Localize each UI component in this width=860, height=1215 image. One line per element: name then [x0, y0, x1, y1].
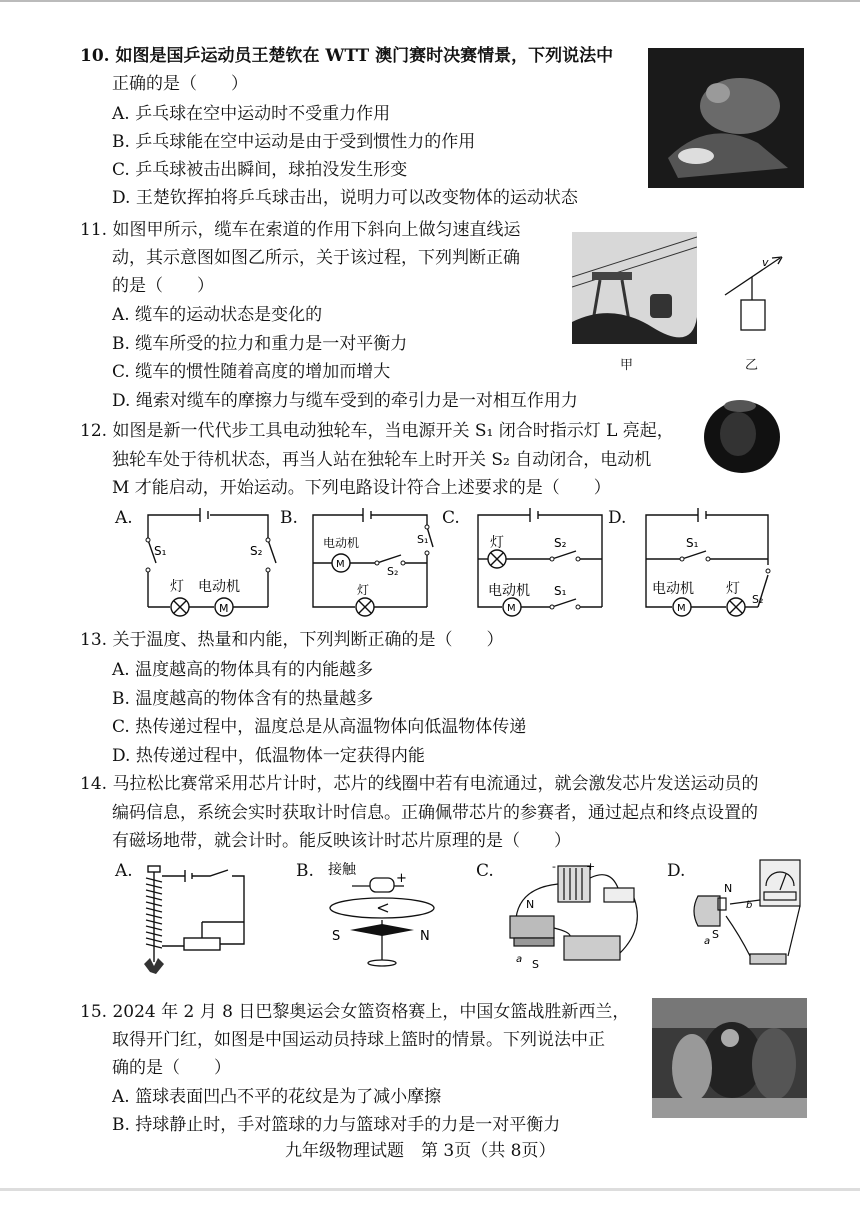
table-tennis-photo	[648, 48, 804, 188]
q14-label-c: C.	[476, 861, 494, 881]
table-tennis-photo-art	[648, 48, 804, 188]
svg-text:电动机: 电动机	[652, 581, 694, 597]
current-compass-figure	[322, 860, 442, 975]
q13-option-d: D. 热传递过程中，低温物体一定获得内能	[112, 746, 425, 766]
motor-circuit-figure	[500, 858, 645, 976]
q10-stem-line1: 10. 如图是国乒运动员王楚钦在 WTT 澳门赛时决赛情景，下列说法中	[80, 46, 614, 66]
svg-text:S₂: S₂	[554, 536, 567, 550]
svg-text:a: a	[704, 936, 711, 947]
svg-text:+: +	[396, 871, 407, 886]
q10-option-b: B. 乒乓球能在空中运动是由于受到惯性力的作用	[112, 132, 476, 152]
q12-stem-line1: 12. 如图是新一代代步工具电动独轮车，当电源开关 S₁ 闭合时指示灯 L 亮起，	[80, 421, 674, 441]
q11-option-d: D. 绳索对缆车的摩擦力与缆车受到的牵引力是一对相互作用力	[112, 391, 578, 411]
svg-text:电动机: 电动机	[198, 579, 240, 595]
svg-text:S₁: S₁	[686, 536, 699, 550]
q11-stem-line3: 的是（ ）	[112, 276, 214, 296]
galvanometer-figure	[690, 856, 810, 978]
q15-stem-line1: 15. 2024 年 2 月 8 日巴黎奥运会女篮资格赛上，中国女篮战胜新西兰，	[80, 1002, 630, 1022]
page-footer: 九年级物理试题 第 3页（共 8页）	[285, 1141, 556, 1161]
svg-text:S₁: S₁	[417, 533, 429, 546]
q10-option-c: C. 乒乓球被击出瞬间，球拍没发生形变	[112, 160, 408, 180]
q14-label-b: B.	[296, 861, 314, 881]
svg-text:灯: 灯	[357, 583, 370, 597]
q15-stem-line2: 取得开门红，如图是中国运动员持球上篮时的情景。下列说法中正	[112, 1030, 605, 1050]
circuit-b	[305, 505, 440, 617]
unicycle-art	[700, 392, 782, 476]
q13-option-a: A. 温度越高的物体具有的内能越多	[112, 660, 374, 680]
q14-label-d: D.	[667, 861, 686, 881]
svg-text:N: N	[420, 929, 430, 944]
svg-text:M: M	[677, 603, 686, 614]
q12-label-a: A.	[115, 508, 133, 528]
top-rule	[0, 0, 860, 2]
cable-car-photo	[572, 232, 697, 344]
circuit-c	[470, 505, 610, 617]
cable-car-photo-art	[572, 232, 697, 344]
q12-stem-line2: 独轮车处于待机状态，再当人站在独轮车上时开关 S₂ 自动闭合，电动机	[112, 450, 652, 470]
svg-text:N: N	[724, 882, 733, 895]
basketball-photo	[652, 998, 807, 1118]
unicycle-photo	[700, 392, 782, 476]
circuit-a	[140, 505, 280, 617]
q10-stem-line2: 正确的是（ ）	[112, 74, 248, 94]
svg-text:S₂: S₂	[752, 593, 764, 606]
svg-text:电动机: 电动机	[488, 583, 530, 599]
q12-label-d: D.	[608, 508, 627, 528]
electromagnet-figure	[140, 862, 250, 982]
svg-text:M: M	[219, 602, 229, 615]
q14-label-a: A.	[115, 861, 133, 881]
svg-text:灯: 灯	[726, 581, 740, 597]
svg-text:灯: 灯	[490, 535, 504, 551]
q13-option-c: C. 热传递过程中，温度总是从高温物体向低温物体传递	[112, 717, 527, 737]
cable-car-diagram	[720, 250, 790, 345]
q11-option-b: B. 缆车所受的拉力和重力是一对平衡力	[112, 334, 408, 354]
svg-text:-: -	[552, 860, 556, 873]
q11-stem-line2: 动，其示意图如图乙所示，关于该过程，下列判断正确	[112, 248, 520, 268]
q15-option-a: A. 篮球表面凹凸不平的花纹是为了减小摩擦	[112, 1087, 442, 1107]
svg-text:a: a	[516, 954, 523, 965]
q14-stem-line2: 编码信息，系统会实时获取计时信息。正确佩带芯片的参赛者，通过起点和终点设置的	[112, 803, 758, 823]
svg-text:S₁: S₁	[154, 544, 167, 558]
svg-text:M: M	[336, 559, 345, 570]
svg-text:电动机: 电动机	[323, 536, 360, 550]
svg-text:S₂: S₂	[387, 565, 399, 578]
svg-text:灯: 灯	[170, 579, 184, 595]
q15-stem-line3: 确的是（ ）	[112, 1058, 231, 1078]
q11-stem-line1: 11. 如图甲所示，缆车在索道的作用下斜向上做匀速直线运	[80, 220, 521, 240]
svg-text:b: b	[746, 900, 753, 911]
q14-stem-line1: 14. 马拉松比赛常采用芯片计时，芯片的线圈中若有电流通过，就会激发芯片发送运动员的	[80, 774, 759, 794]
q15-option-b: B. 持球静止时，手对篮球的力与篮球对手的力是一对平衡力	[112, 1115, 561, 1135]
svg-text:S: S	[532, 958, 539, 971]
q12-label-c: C.	[442, 508, 460, 528]
q12-label-b: B.	[280, 508, 298, 528]
velocity-label: v	[762, 256, 769, 269]
svg-text:S: S	[332, 929, 341, 944]
q11-option-c: C. 缆车的惯性随着高度的增加而增大	[112, 362, 391, 382]
svg-text:+: +	[586, 860, 596, 873]
basketball-photo-art	[652, 998, 807, 1118]
q10-option-d: D. 王楚钦挥拍将乒乓球击出，说明力可以改变物体的运动状态	[112, 188, 578, 208]
svg-text:S: S	[712, 928, 719, 941]
q14-stem-line3: 有磁场地带，就会计时。能反映该计时芯片原理的是（ ）	[112, 831, 571, 851]
svg-text:接触: 接触	[328, 862, 356, 878]
svg-text:S₂: S₂	[250, 544, 263, 558]
figure-yi-label: 乙	[745, 358, 759, 373]
svg-text:S₁: S₁	[554, 584, 567, 598]
q11-option-a: A. 缆车的运动状态是变化的	[112, 305, 323, 325]
q10-option-a: A. 乒乓球在空中运动时不受重力作用	[112, 104, 391, 124]
figure-jia-label: 甲	[620, 358, 634, 373]
svg-text:N: N	[526, 898, 535, 911]
circuit-d	[638, 505, 778, 617]
svg-text:M: M	[507, 603, 516, 614]
q13-stem: 13. 关于温度、热量和内能，下列判断正确的是（ ）	[80, 630, 504, 650]
bottom-rule	[0, 1188, 860, 1191]
q13-option-b: B. 温度越高的物体含有的热量越多	[112, 689, 374, 709]
q12-stem-line3: M 才能启动，开始运动。下列电路设计符合上述要求的是（ ）	[112, 478, 611, 498]
